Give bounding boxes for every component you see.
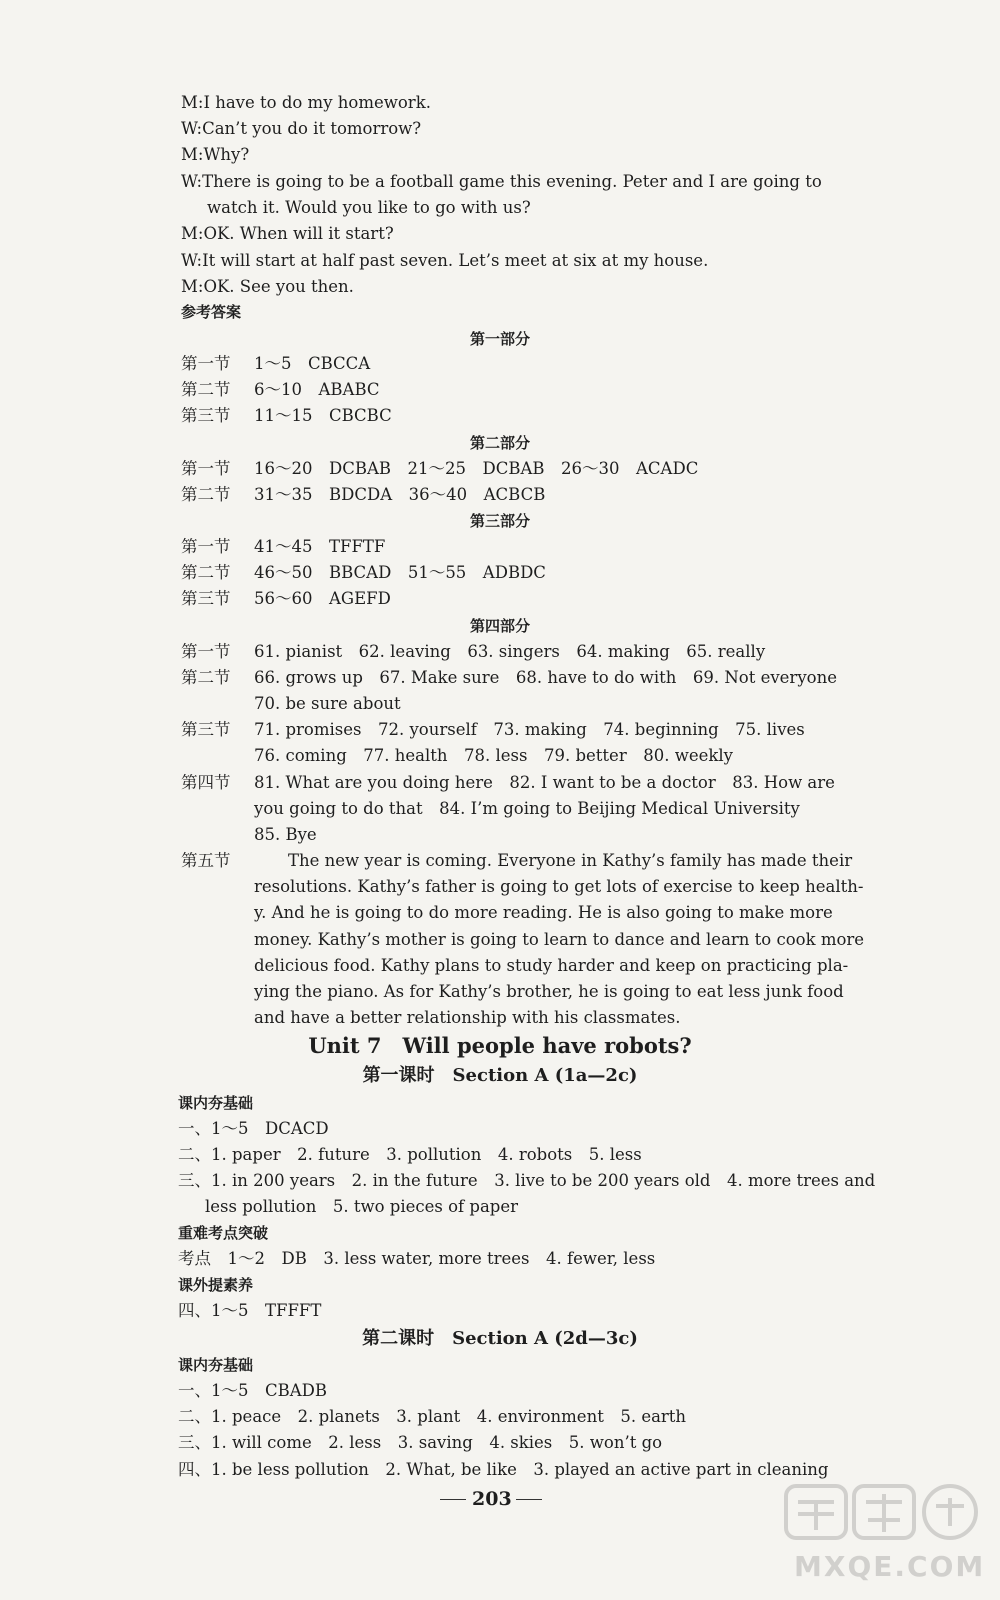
answer-row: 一、1～5 CBADB	[178, 1381, 328, 1400]
dialogue-line: M:Why?	[181, 145, 250, 164]
answer-row: 三、1. will come 2. less 3. saving 4. skies 5. won’t go	[178, 1433, 663, 1452]
part-heading: 第二部分	[469, 434, 530, 452]
answer-row: 二、1. peace 2. planets 3. plant 4. environment 5. earth	[178, 1407, 687, 1426]
answer-row: 考点 1～2 DB 3. less water, more trees 4. fewer, less	[178, 1249, 656, 1268]
essay-line: y. And he is going to do more reading. He is also going to make more	[254, 903, 833, 922]
answer-row: 第二节 31～35 BDCDA 36～40 ACBCB	[181, 485, 546, 504]
essay-line: resolutions. Kathy’s father is going to get lots of exercise to keep health-	[254, 877, 864, 896]
footer-dash-right	[516, 1499, 542, 1500]
answer-row: 第一节 41～45 TFFTF	[181, 537, 386, 556]
essay-line: money. Kathy’s mother is going to learn to dance and learn to cook more	[254, 930, 865, 949]
watermark-text: MXQE.COM	[794, 1550, 986, 1583]
answer-row: 一、1～5 DCACD	[178, 1119, 329, 1138]
watermark-logo	[776, 1480, 986, 1590]
page-number: 203	[472, 1488, 512, 1510]
essay-line: delicious food. Kathy plans to study harder and keep on practicing pla-	[254, 956, 849, 975]
answer-row: 第一节 61. pianist 62. leaving 63. singers 64. making 65. really	[181, 642, 766, 661]
dialogue-line: W:It will start at half past seven. Let’s meet at six at my house.	[181, 251, 709, 270]
essay-line: 第五节 The new year is coming. Everyone in Kathy’s family has made their	[181, 851, 853, 870]
answer-row: 第三节 71. promises 72. yourself 73. making 74. beginning 75. lives	[181, 720, 805, 739]
footer-dash-left	[440, 1499, 466, 1500]
dialogue-line: M:OK. See you then.	[181, 277, 354, 296]
answer-row: you going to do that 84. I’m going to Beijing Medical University	[254, 799, 800, 818]
unit-title: Unit 7 Will people have robots?	[308, 1033, 692, 1058]
section-heading: 课内夯基础	[178, 1094, 254, 1112]
essay-line: ying the piano. As for Kathy’s brother, he is going to eat less junk food	[254, 982, 844, 1001]
dialogue-line: watch it. Would you like to go with us?	[207, 198, 531, 217]
answer-row: less pollution 5. two pieces of paper	[205, 1197, 519, 1216]
answer-row: 第二节 6～10 ABABC	[181, 380, 380, 399]
answer-row: 二、1. paper 2. future 3. pollution 4. robots 5. less	[178, 1145, 642, 1164]
answer-row: 85. Bye	[254, 825, 317, 844]
lesson-title: 第二课时 Section A (2d—3c)	[362, 1328, 638, 1349]
answer-row: 第二节 46～50 BBCAD 51～55 ADBDC	[181, 563, 546, 582]
part-heading: 第一部分	[469, 330, 530, 348]
answer-heading: 参考答案	[181, 303, 242, 321]
part-heading: 第四部分	[469, 617, 530, 635]
dialogue-line: W:Can’t you do it tomorrow?	[181, 119, 422, 138]
dialogue-line: M:I have to do my homework.	[181, 93, 431, 112]
part-heading: 第三部分	[469, 512, 530, 530]
section-heading: 课内夯基础	[178, 1356, 254, 1374]
dialogue-line: W:There is going to be a football game this evening. Peter and I are going to	[181, 172, 822, 191]
section-heading: 重难考点突破	[178, 1224, 269, 1242]
answer-row: 76. coming 77. health 78. less 79. better 80. weekly	[254, 746, 733, 765]
dialogue-line: M:OK. When will it start?	[181, 224, 394, 243]
section-heading: 课外提素养	[178, 1276, 254, 1294]
answer-row: 第一节 16～20 DCBAB 21～25 DCBAB 26～30 ACADC	[181, 459, 699, 478]
answer-row: 70. be sure about	[254, 694, 401, 713]
answer-row: 四、1. be less pollution 2. What, be like 3. played an active part in cleaning	[178, 1460, 829, 1479]
answer-row: 第三节 56～60 AGEFD	[181, 589, 391, 608]
lesson-title: 第一课时 Section A (1a—2c)	[362, 1065, 638, 1086]
essay-line: and have a better relationship with his classmates.	[254, 1008, 681, 1027]
answer-row: 三、1. in 200 years 2. in the future 3. live to be 200 years old 4. more trees and	[178, 1171, 876, 1190]
answer-row: 第三节 11～15 CBCBC	[181, 406, 392, 425]
answer-row: 第四节 81. What are you doing here 82. I want to be a doctor 83. How are	[181, 773, 835, 792]
answer-row: 第一节 1～5 CBCCA	[181, 354, 371, 373]
answer-row: 第二节 66. grows up 67. Make sure 68. have to do with 69. Not everyone	[181, 668, 837, 687]
answer-row: 四、1～5 TFFFT	[178, 1301, 322, 1320]
